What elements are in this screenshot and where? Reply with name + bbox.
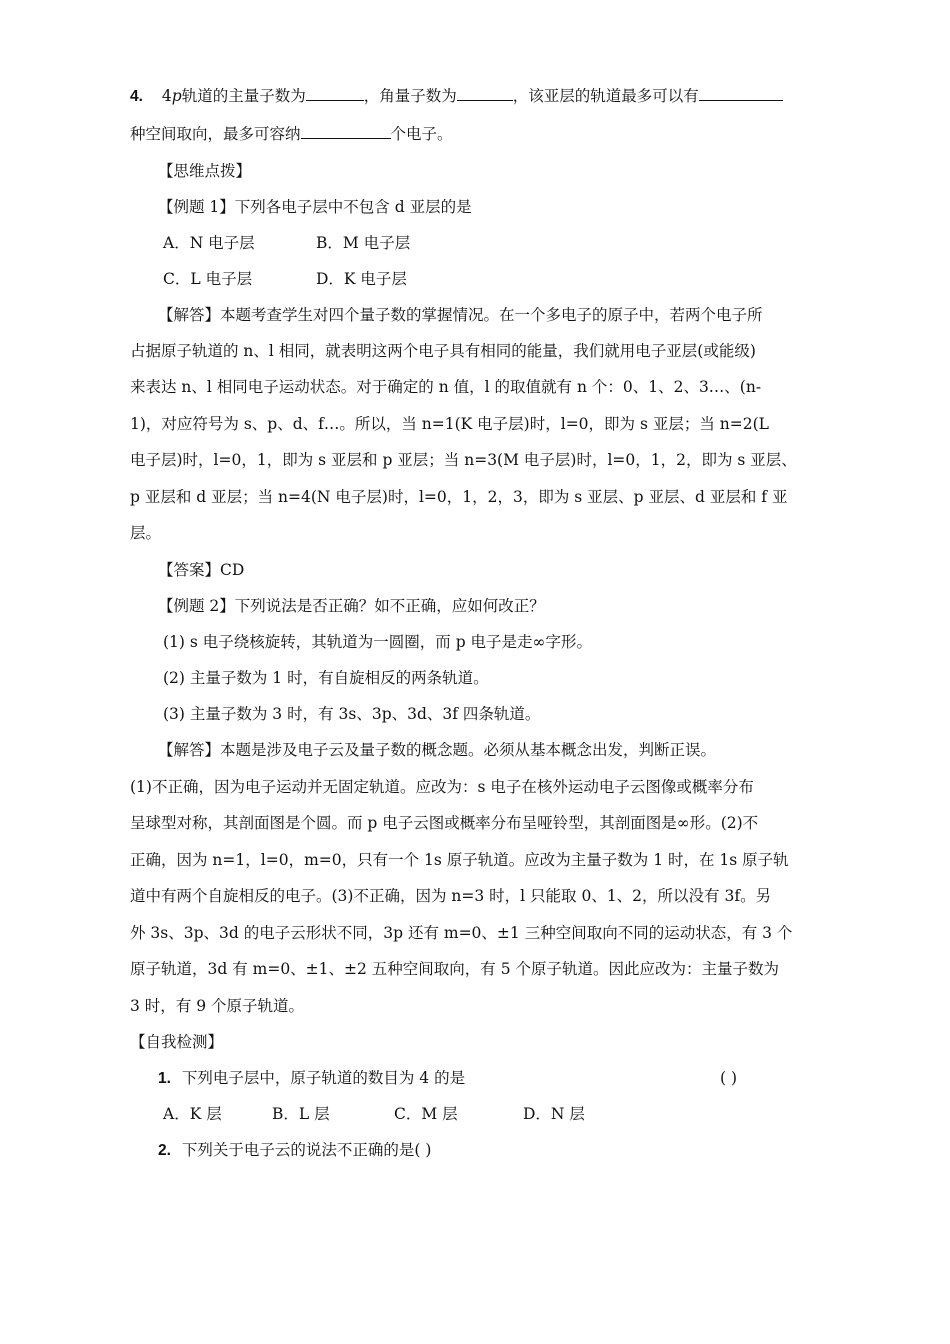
answer-blank[interactable] xyxy=(306,84,364,101)
answer-1-line-7: 层。 xyxy=(130,524,162,542)
answer-blank[interactable] xyxy=(457,84,513,101)
answer-1-line-6: p 亚层和 d 亚层；当 n=4(N 电子层)时，l=0，1，2，3，即为 s 亚层、p 亚层、d 亚层和 f 亚 xyxy=(130,488,788,506)
section-heading-self-test: 【自我检测】 xyxy=(130,1033,224,1051)
example-1-option-a: A．N 电子层 xyxy=(163,234,255,252)
self-test-q1-option-c: C．M 层 xyxy=(394,1105,458,1123)
question-number: 2. xyxy=(158,1142,171,1159)
answer-1-line-1: 【解答】本题考查学生对四个量子数的掌握情况。在一个多电子的原子中，若两个电子所 xyxy=(158,306,763,324)
answer-2-line-6: 外 3s、3p、3d 的电子云形状不同，3p 还有 m=0、±1 三种空间取向不同的运动状态，有 3 个 xyxy=(130,924,793,942)
answer-1-line-2: 占据原子轨道的 n、l 相同，就表明这两个电子具有相同的能量，我们就用电子亚层(或能级) xyxy=(130,342,756,360)
answer-2-line-2: (1)不正确，因为电子运动并无固定轨道。应改为：s 电子在核外运动电子云图像或概率分布 xyxy=(130,778,754,796)
q4-text-f: 个电子。 xyxy=(390,125,453,143)
self-test-q1-option-d: D．N 层 xyxy=(523,1105,585,1123)
example-2-statement-2: (2) 主量子数为 1 时，有自旋相反的两条轨道。 xyxy=(163,669,489,687)
answer-2-line-1: 【解答】本题是涉及电子云及量子数的概念题。必须从基本概念出发，判断正误。 xyxy=(158,741,717,759)
question-number: 4. xyxy=(130,88,143,105)
self-test-question-2 xyxy=(158,1139,431,1162)
self-test-question-1 xyxy=(158,1067,465,1090)
example-1-option-c: C．L 电子层 xyxy=(163,270,253,288)
answer-2-line-3: 呈球型对称，其剖面图是个圆。而 p 电子云图或概率分布呈哑铃型，其剖面图是∞形。(2)不 xyxy=(130,814,759,832)
section-heading-siwei: 【思维点拨】 xyxy=(158,162,252,180)
q4-text-b: 轨道的主量子数为 xyxy=(181,87,306,105)
answer-1-line-5: 电子层)时，l=0，1，即为 s 亚层和 p 亚层；当 n=3(M 电子层)时，l=0，1，2，即为 s 亚层、 xyxy=(130,451,797,469)
q4-text-e: 种空间取向，最多可容纳 xyxy=(130,125,301,143)
answer-1-line-4: 1)，对应符号为 s、p、d、f…。所以，当 n=1(K 电子层)时，l=0，即为 s 亚层；当 n=2(L xyxy=(130,415,769,433)
self-test-question-2-text: 下列关于电子云的说法不正确的是( ) xyxy=(181,1141,432,1159)
example-2-statement-1: (1) s 电子绕核旋转，其轨道为一圆圈，而 p 电子是走∞字形。 xyxy=(163,633,592,651)
answer-paren[interactable]: ( ) xyxy=(720,1069,738,1087)
q4-text-a: 4 xyxy=(161,87,172,105)
answer-2-line-8: 3 时，有 9 个原子轨道。 xyxy=(130,997,305,1015)
question-4-line-2 xyxy=(130,122,453,145)
answer-1-line-3: 来表达 n、l 相同电子运动状态。对于确定的 n 值，l 的取值就有 n 个：0、1、2、3…、(n- xyxy=(130,378,762,396)
example-1-option-b: B．M 电子层 xyxy=(316,234,411,252)
answer-2-line-4: 正确，因为 n=1，l=0，m=0，只有一个 1s 原子轨道。应改为主量子数为 1 时，在 1s 原子轨 xyxy=(130,851,789,869)
question-4-line-1 xyxy=(130,84,783,108)
question-number: 1. xyxy=(158,1070,171,1087)
self-test-q1-option-b: B．L 层 xyxy=(272,1105,330,1123)
answer-blank[interactable] xyxy=(699,84,783,101)
answer-label: 【答案】CD xyxy=(158,561,245,579)
example-2-title: 【例题 2】下列说法是否正确？如不正确，应如何改正？ xyxy=(158,597,545,615)
answer-blank[interactable] xyxy=(301,122,391,139)
example-1-option-d: D．K 电子层 xyxy=(316,270,407,288)
q4-text-c: ，角量子数为 xyxy=(363,87,457,105)
answer-2-line-5: 道中有两个自旋相反的电子。(3)不正确，因为 n=3 时，l 只能取 0、1、2，所以没有 3f。另 xyxy=(130,887,772,905)
q4-p-italic: p xyxy=(171,87,182,105)
answer-2-line-7: 原子轨道，3d 有 m=0、±1、±2 五种空间取向，有 5 个原子轨道。因此应改为：主量子数为 xyxy=(130,960,780,978)
self-test-question-1-text: 下列电子层中，原子轨道的数目为 4 的是 xyxy=(181,1069,466,1087)
self-test-q1-option-a: A．K 层 xyxy=(163,1105,222,1123)
q4-text-d: ，该亚层的轨道最多可以有 xyxy=(512,87,699,105)
example-2-statement-3: (3) 主量子数为 3 时，有 3s、3p、3d、3f 四条轨道。 xyxy=(163,705,541,723)
example-1-title: 【例题 1】下列各电子层中不包含 d 亚层的是 xyxy=(158,198,472,216)
